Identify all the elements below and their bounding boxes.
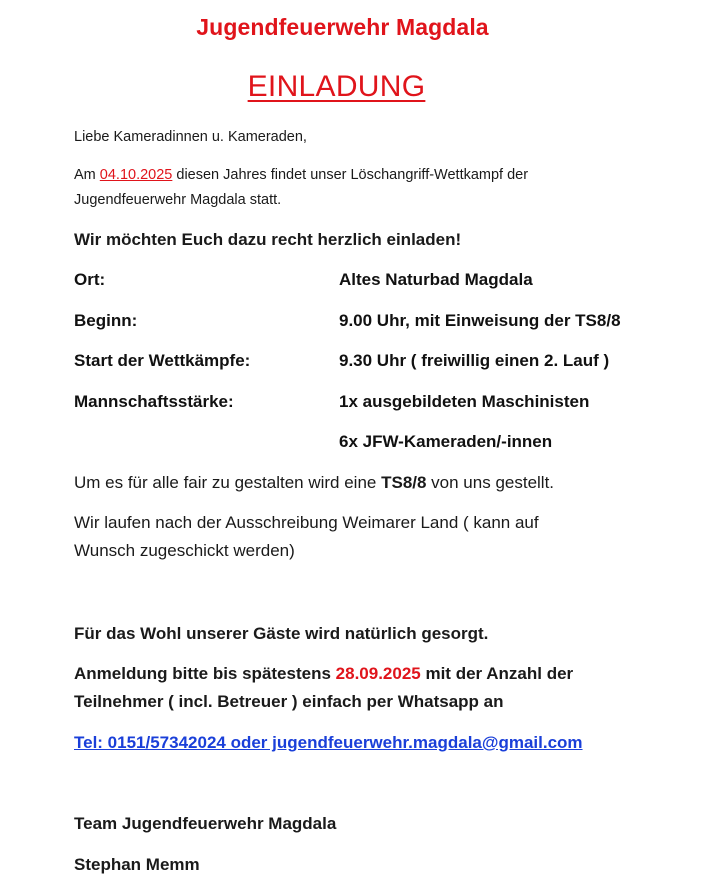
intro-line-1 bbox=[74, 167, 528, 183]
intro-suffix: diesen Jahres findet unser Löschangriff-Wettkampf der bbox=[172, 167, 529, 183]
signature-team: Team Jugendfeuerwehr Magdala bbox=[74, 814, 337, 833]
contact-link[interactable]: Tel: 0151/57342024 oder jugendfeuerwehr.magdala@gmail.com bbox=[74, 733, 583, 752]
invite-sentence: Wir möchten Euch dazu recht herzlich einladen! bbox=[74, 230, 462, 249]
detail-value-location: Altes Naturbad Magdala bbox=[339, 270, 533, 289]
pump-model: TS8/8 bbox=[381, 473, 427, 492]
intro-prefix: Am bbox=[74, 167, 100, 183]
event-date: 04.10.2025 bbox=[99, 167, 173, 183]
detail-label-start: Beginn: bbox=[74, 311, 138, 330]
invitation-heading: EINLADUNG bbox=[247, 70, 426, 103]
detail-label-team-size: Mannschaftsstärke: bbox=[74, 392, 234, 411]
signup-suffix: mit der Anzahl der bbox=[420, 664, 574, 683]
greeting: Liebe Kameradinnen u. Kameraden, bbox=[74, 129, 307, 145]
rules-line-2: Wunsch zugeschickt werden) bbox=[74, 541, 295, 560]
org-title: Jugendfeuerwehr Magdala bbox=[196, 14, 489, 40]
detail-value-team-size-2: 6x JFW-Kameraden/-innen bbox=[339, 432, 553, 451]
rules-line-1: Wir laufen nach der Ausschreibung Weimarer Land ( kann auf bbox=[74, 513, 539, 532]
detail-value-team-size-1: 1x ausgebildeten Maschinisten bbox=[339, 392, 590, 411]
detail-label-competition-start: Start der Wettkämpfe: bbox=[74, 351, 251, 370]
detail-label-location: Ort: bbox=[74, 270, 106, 289]
signup-prefix: Anmeldung bitte bis spätestens bbox=[74, 664, 336, 683]
detail-value-competition-start: 9.30 Uhr ( freiwillig einen 2. Lauf ) bbox=[339, 351, 610, 370]
signup-deadline: 28.09.2025 bbox=[335, 664, 421, 683]
fairness-suffix: von uns gestellt. bbox=[426, 473, 555, 492]
fairness-prefix: Um es für alle fair zu gestalten wird eine bbox=[74, 473, 382, 492]
signature-name: Stephan Memm bbox=[74, 855, 200, 874]
catering-note: Für das Wohl unserer Gäste wird natürlich gesorgt. bbox=[74, 624, 489, 643]
intro-line-2: Jugendfeuerwehr Magdala statt. bbox=[74, 192, 282, 208]
fairness-sentence bbox=[74, 473, 554, 493]
detail-value-start: 9.00 Uhr, mit Einweisung der TS8/8 bbox=[339, 311, 621, 330]
signup-line-2: Teilnehmer ( incl. Betreuer ) einfach per Whatsapp an bbox=[74, 692, 504, 711]
signup-line-1 bbox=[74, 664, 573, 684]
